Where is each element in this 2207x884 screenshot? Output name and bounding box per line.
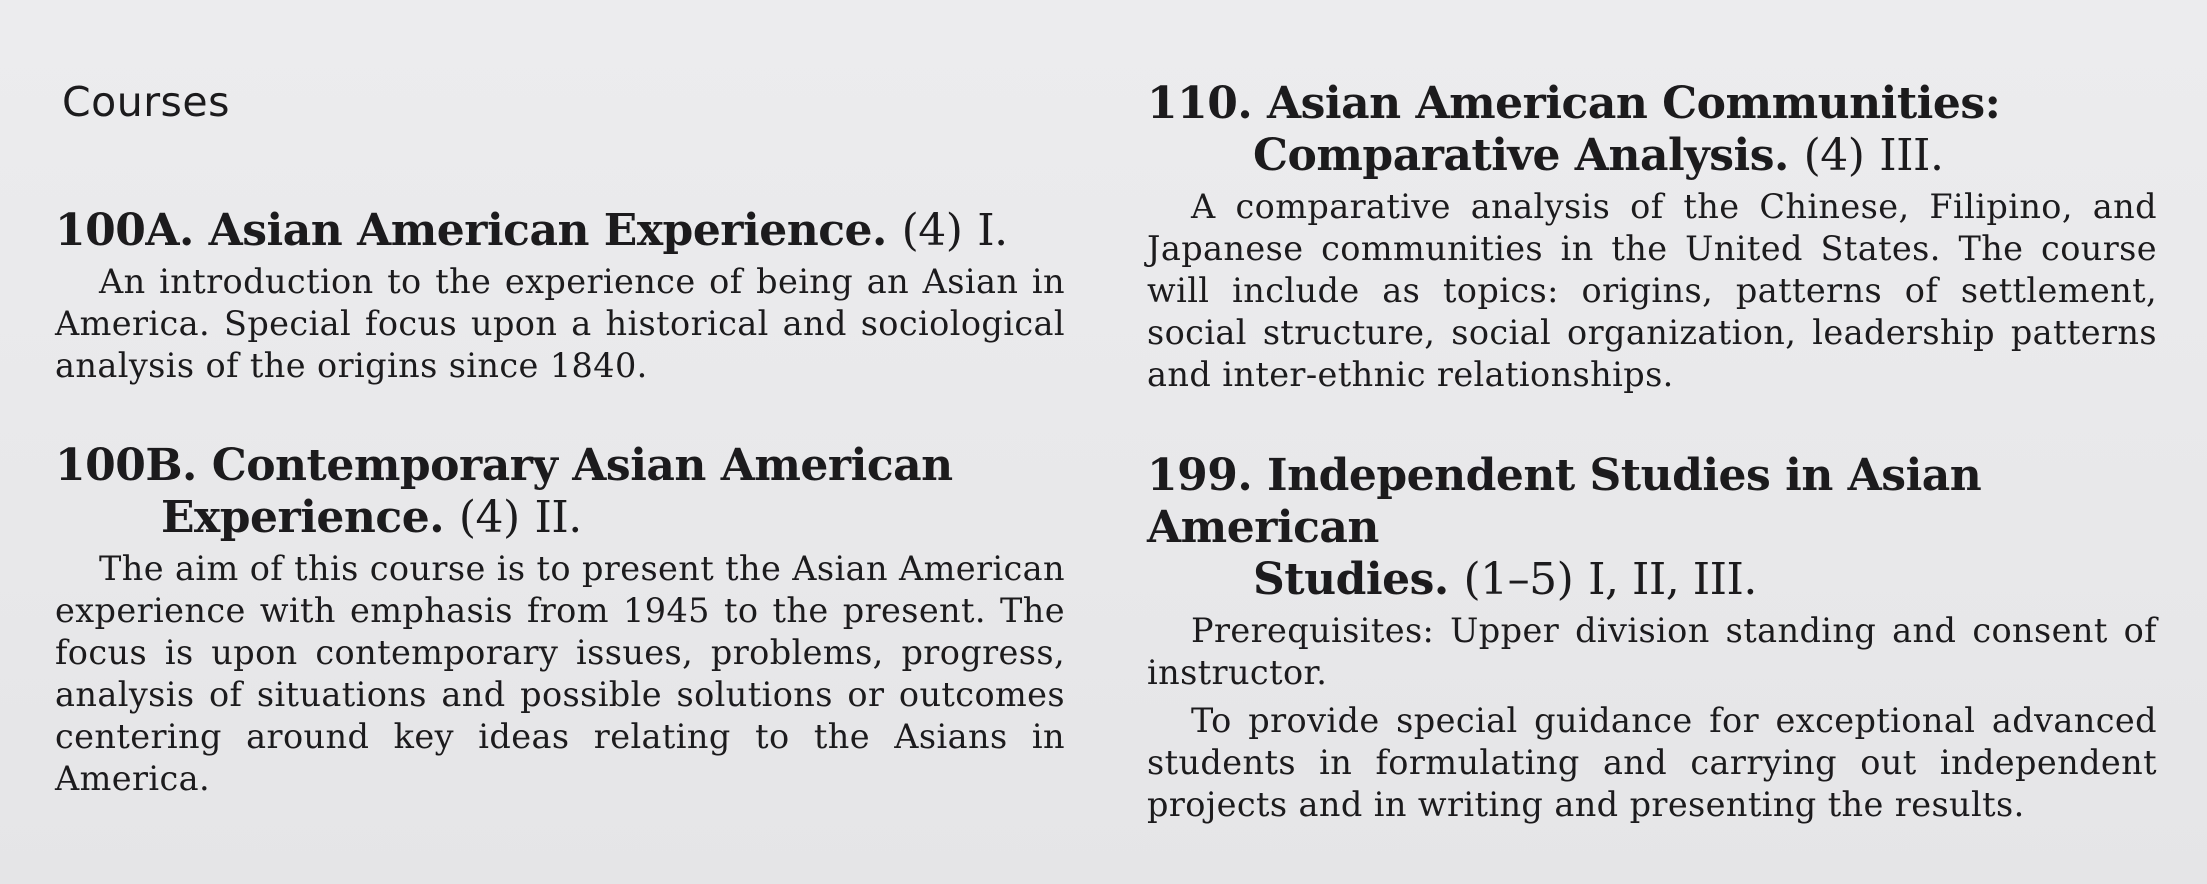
course-100a: [55, 205, 1065, 387]
course-number: 100B.: [55, 440, 197, 491]
course-title: [1147, 450, 2157, 606]
course-description: To provide special guidance for exceptional advanced students in formulating and carrying out independent projects and in writing and presenting the results.: [1147, 701, 2157, 824]
course-description: The aim of this course is to present the Asian American experience with emphasis from 1945 to the present. The focus is upon contemporary issues, problems, progress, analysis of situations and possible solutions or outcomes centering around key ideas relating to the Asians in America.: [55, 549, 1065, 798]
course-units: (4): [901, 205, 963, 256]
course-number: 110.: [1147, 78, 1253, 129]
course-units: (1–5): [1463, 554, 1574, 605]
course-name: Contemporary Asian American: [211, 440, 953, 491]
course-name: Asian American Communities:: [1267, 78, 2001, 129]
course-199: [1147, 450, 2157, 826]
course-name-continued: Studies.: [1253, 554, 1449, 605]
course-description: An introduction to the experience of being an Asian in America. Special focus upon a historical and sociological analysis of the origins since 1840.: [55, 262, 1065, 385]
section-heading: Courses: [62, 78, 231, 126]
course-units: (4): [1803, 130, 1865, 181]
course-quarters: I.: [977, 205, 1008, 256]
course-100b: [55, 440, 1065, 800]
course-number: 100A.: [55, 205, 194, 256]
course-name-continued: Experience.: [161, 492, 445, 543]
course-description: A comparative analysis of the Chinese, Filipino, and Japanese communities in the United States. The course will include as topics: origins, patterns of settlement, social structure, social organization, leadership patterns and inter-ethnic relationships.: [1147, 187, 2157, 394]
course-name-continued: Comparative Analysis.: [1253, 130, 1789, 181]
course-quarters: I, II, III.: [1588, 554, 1757, 605]
course-title: [55, 205, 1065, 257]
course-number: 199.: [1147, 450, 1253, 501]
course-title: [1147, 78, 2157, 182]
course-quarters: II.: [534, 492, 582, 543]
course-name: Independent Studies in Asian American: [1147, 450, 1982, 553]
course-quarters: III.: [1879, 130, 1944, 181]
course-prerequisites: Prerequisites: Upper division standing and consent of instructor.: [1147, 611, 2157, 692]
course-name: Asian American Experience.: [208, 205, 887, 256]
course-110: [1147, 78, 2157, 396]
course-units: (4): [458, 492, 520, 543]
course-title: [55, 440, 1065, 544]
